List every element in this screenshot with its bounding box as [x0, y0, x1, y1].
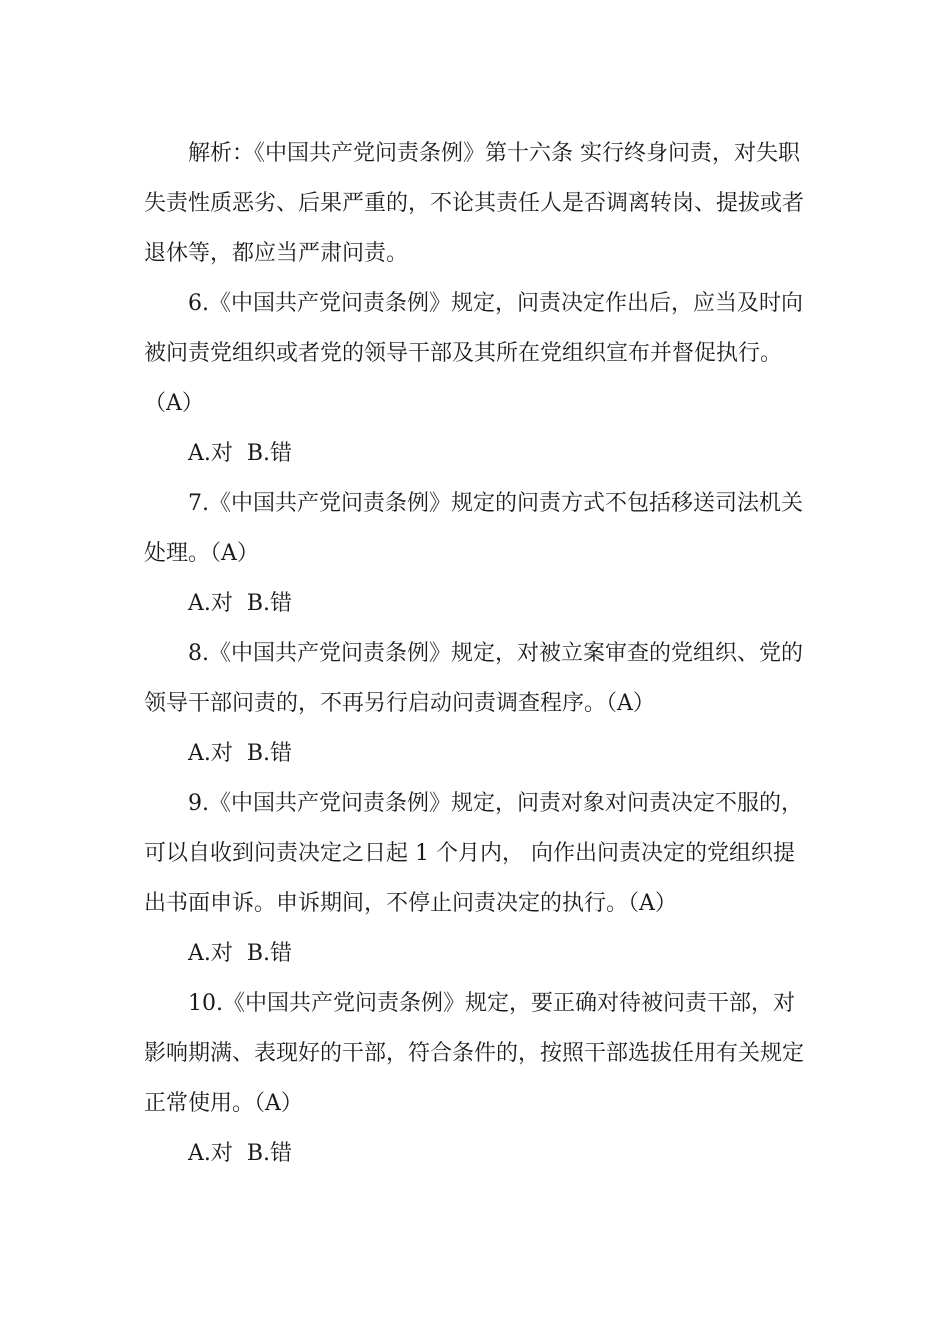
question-8: 8.《中国共产党问责条例》规定，对被立案审查的党组织、党的领导干部问责的，不再另行启动问责调查程序。（A） — [144, 641, 803, 716]
question-9: 9.《中国共产党问责条例》规定，问责对象对问责决定不服的，可以自收到问责决定之日起 1 个月内， 向作出问责决定的党组织提出书面申诉。申诉期间，不停止问责决定的执行。（A） — [144, 791, 803, 916]
question-6: 6.《中国共产党问责条例》规定，问责决定作出后，应当及时向被问责党组织或者党的领导干部及其所在党组织宣布并督促执行。（A） — [144, 291, 803, 416]
question-9-options: A.对 B.错 — [188, 941, 293, 966]
question-7-options: A.对 B.错 — [188, 591, 293, 616]
analysis-paragraph: 解析：《中国共产党问责条例》第十六条 实行终身问责，对失职失责性质恶劣、后果严重的，不论其责任人是否调离转岗、提拔或者退休等，都应当严肃问责。 — [144, 141, 805, 266]
question-7: 7.《中国共产党问责条例》规定的问责方式不包括移送司法机关处理。（A） — [144, 491, 803, 566]
question-8-options: A.对 B.错 — [188, 741, 293, 766]
question-10: 10.《中国共产党问责条例》规定，要正确对待被问责干部，对影响期满、表现好的干部，符合条件的，按照干部选拔任用有关规定正常使用。（A） — [144, 991, 805, 1116]
question-10-options: A.对 B.错 — [188, 1141, 293, 1166]
question-6-options: A.对 B.错 — [188, 441, 293, 466]
document-body — [144, 129, 816, 1179]
